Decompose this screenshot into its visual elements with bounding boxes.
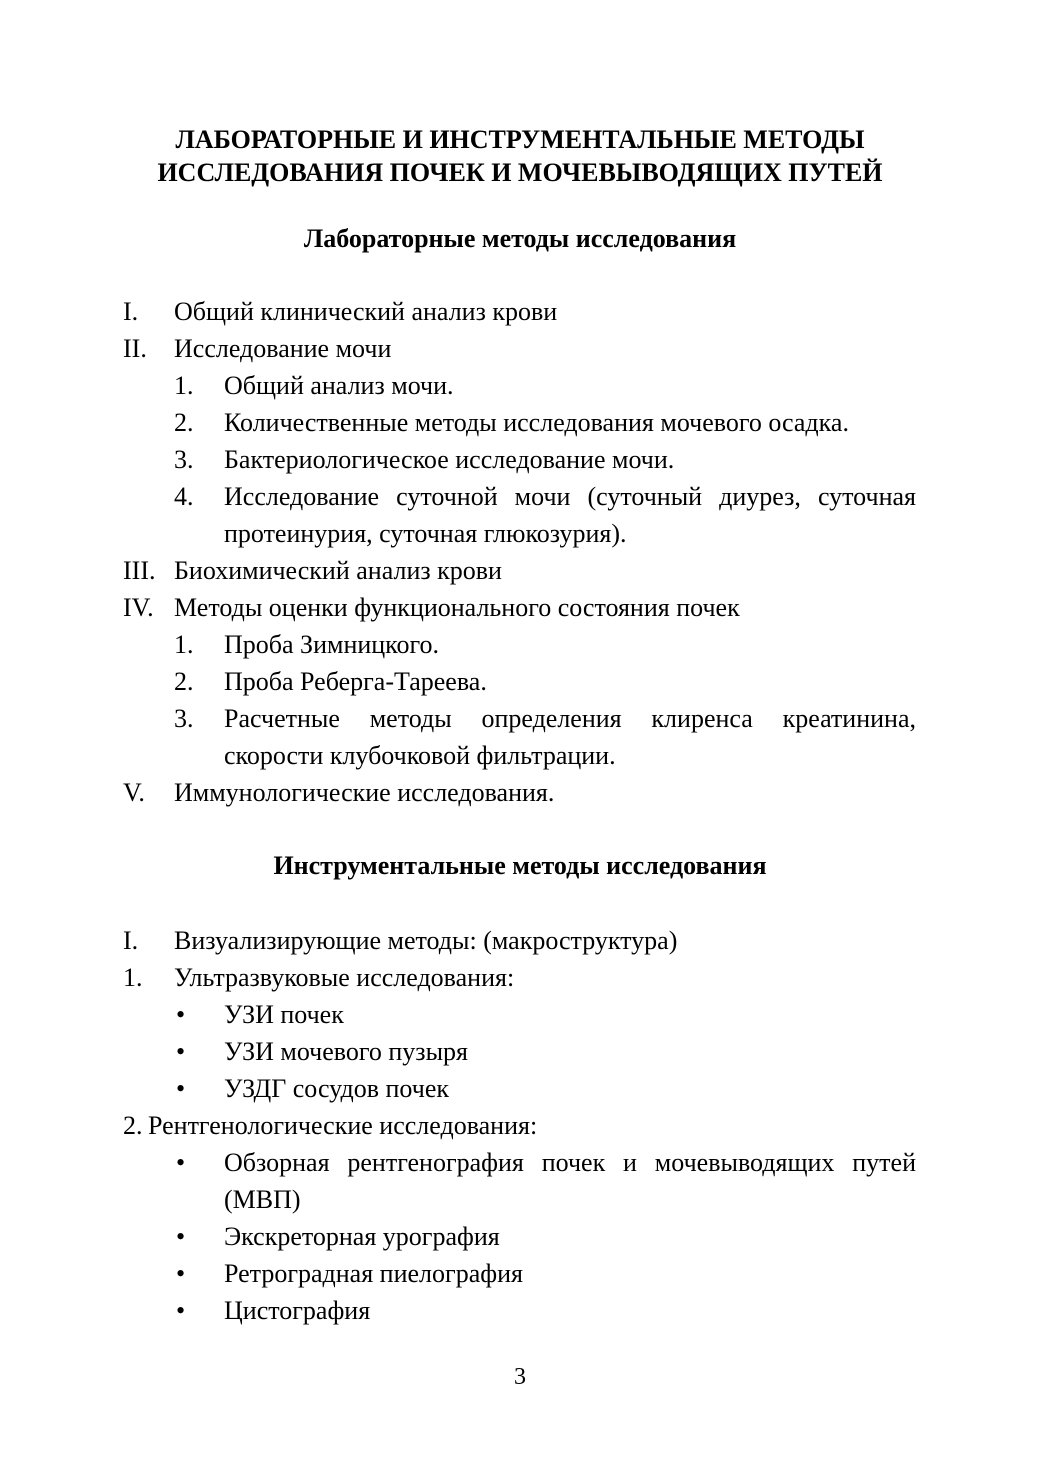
item-text: Ретроградная пиелография xyxy=(224,1259,523,1288)
item-text: Визуализирующие методы: (макроструктура) xyxy=(174,926,678,955)
item-text: Исследование суточной мочи (суточный диурез, суточная протеинурия, суточная глюкозурия). xyxy=(224,482,916,548)
item-number: 3. xyxy=(174,704,194,733)
item-number: II. xyxy=(123,334,147,363)
item-text: Бактериологическое исследование мочи. xyxy=(224,445,675,474)
item-text: Обзорная рентгенография почек и мочевыводящих путей (МВП) xyxy=(224,1148,916,1214)
item-text: УЗИ мочевого пузыря xyxy=(224,1037,468,1066)
list-item xyxy=(0,959,1040,996)
lab-methods-list xyxy=(0,293,1040,811)
bullet: • xyxy=(176,1259,186,1288)
list-item xyxy=(0,404,1040,441)
title-line-1: ЛАБОРАТОРНЫЕ И ИНСТРУМЕНТАЛЬНЫЕ МЕТОДЫ xyxy=(175,125,865,154)
list-item xyxy=(0,1255,1040,1292)
item-number: I. xyxy=(123,297,139,326)
bullet: • xyxy=(176,1296,186,1325)
item-number: IV. xyxy=(123,593,154,622)
item-text: Цистография xyxy=(224,1296,371,1325)
item-number: V. xyxy=(123,778,145,807)
list-item xyxy=(0,589,1040,626)
list-item xyxy=(0,700,1040,774)
item-text: Общий клинический анализ крови xyxy=(174,297,558,326)
list-item xyxy=(0,1144,1040,1218)
list-item xyxy=(0,441,1040,478)
item-number: 3. xyxy=(174,445,194,474)
item-number: III. xyxy=(123,556,156,585)
item-text: Экскреторная урография xyxy=(224,1222,500,1251)
bullet: • xyxy=(176,1037,186,1066)
list-item xyxy=(0,552,1040,589)
page-number: 3 xyxy=(514,1364,526,1390)
list-item xyxy=(0,293,1040,330)
item-text: Ультразвуковые исследования: xyxy=(174,963,515,992)
item-number: 1. xyxy=(174,630,194,659)
item-text: Методы оценки функционального состояния почек xyxy=(174,593,740,622)
instrumental-methods-heading: Инструментальные методы исследования xyxy=(273,851,767,880)
bullet: • xyxy=(176,1148,186,1177)
item-text: Проба Реберга-Тареева. xyxy=(224,667,487,696)
list-item xyxy=(0,922,1040,959)
title-line-2: ИССЛЕДОВАНИЯ ПОЧЕК И МОЧЕВЫВОДЯЩИХ ПУТЕЙ xyxy=(157,158,883,187)
item-number: 2. xyxy=(174,667,194,696)
bullet: • xyxy=(176,1000,186,1029)
list-item xyxy=(0,1033,1040,1070)
list-item xyxy=(0,774,1040,811)
item-text: Общий анализ мочи. xyxy=(224,371,454,400)
item-text: УЗИ почек xyxy=(224,1000,344,1029)
item-number: 1. xyxy=(174,371,194,400)
list-item xyxy=(0,330,1040,367)
bullet: • xyxy=(176,1074,186,1103)
item-number: 4. xyxy=(174,482,194,511)
list-item xyxy=(0,996,1040,1033)
item-number: I. xyxy=(123,926,139,955)
item-text: Проба Зимницкого. xyxy=(224,630,440,659)
item-text: Исследование мочи xyxy=(174,334,392,363)
item-text: Биохимический анализ крови xyxy=(174,556,502,585)
document-title xyxy=(0,123,1040,189)
list-item xyxy=(0,1107,1040,1144)
item-text: Расчетные методы определения клиренса креатинина, скорости клубочковой фильтрации. xyxy=(224,704,916,770)
item-number: 2. xyxy=(174,408,194,437)
bullet: • xyxy=(176,1222,186,1251)
list-item xyxy=(0,1218,1040,1255)
item-text: Рентгенологические исследования: xyxy=(148,1111,538,1140)
item-text: Иммунологические исследования. xyxy=(174,778,555,807)
list-item xyxy=(0,478,1040,552)
list-item xyxy=(0,626,1040,663)
list-item xyxy=(0,663,1040,700)
item-text: УЗДГ сосудов почек xyxy=(224,1074,450,1103)
list-item xyxy=(0,1292,1040,1329)
list-item xyxy=(0,1070,1040,1107)
item-number: 2. xyxy=(123,1111,143,1140)
item-number: 1. xyxy=(123,963,143,992)
item-text: Количественные методы исследования мочевого осадка. xyxy=(224,408,849,437)
lab-methods-heading: Лабораторные методы исследования xyxy=(303,224,737,253)
list-item xyxy=(0,367,1040,404)
instrumental-methods-list xyxy=(0,922,1040,1329)
